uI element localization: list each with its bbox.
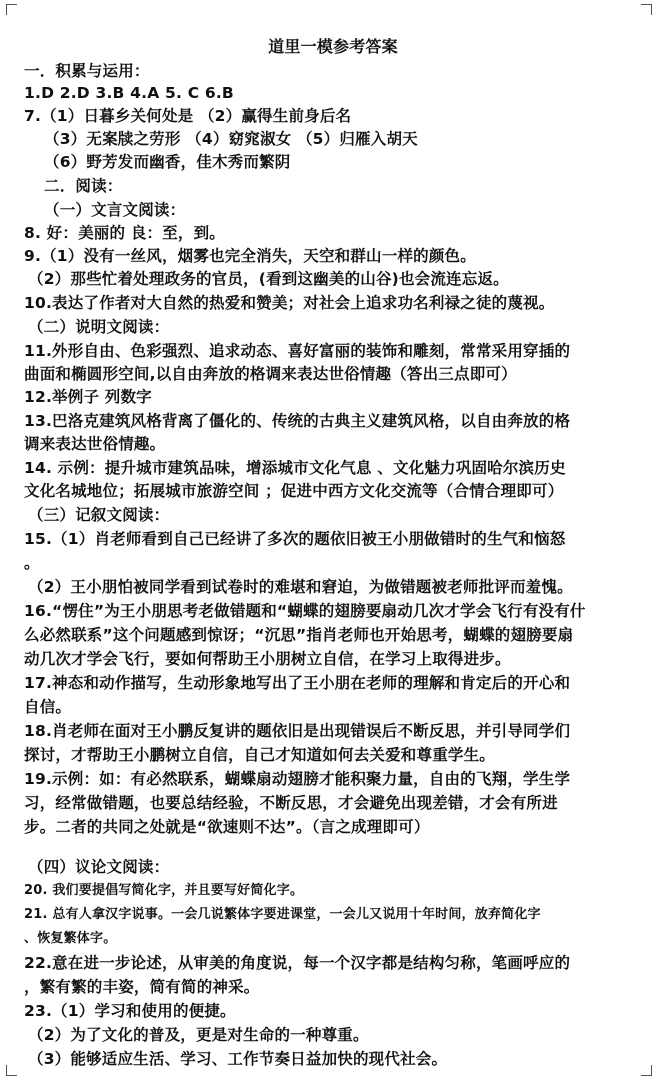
answer-line: 23.（1）学习和使用的便捷。 (24, 1002, 236, 1020)
crop-mark-top-left (6, 4, 17, 15)
answer-line: ，繁有繁的丰姿，简有简的神采。 (24, 978, 260, 996)
answer-line: 20. 我们要提倡写简化字，并且要写好简化字。 (24, 883, 304, 898)
answer-line: 。 (24, 554, 40, 572)
answer-line: 14. 示例：提升城市建筑品味，增添城市文化气息 、文化魅力巩固哈尔滨历史 (24, 459, 566, 477)
answer-line: （一）文言文阅读： (44, 201, 186, 219)
crop-mark-bottom-left (6, 1065, 17, 1076)
answer-line: （3）能够适应生活、学习、工作节奏日益加快的现代社会。 (28, 1050, 448, 1068)
answer-line: 曲面和椭圆形空间,以自由奔放的格调来表达世俗情趣（答出三点即可） (24, 365, 517, 383)
answer-line: （2）那些忙着处理政务的官员，(看到这幽美的山谷)也会流连忘返。 (28, 270, 509, 288)
answer-line: 21. 总有人拿汉字说事。一会几说繁体字要进课堂，一会儿又说用十年时间，放弃简化字 (24, 907, 541, 922)
answer-line: 习，经常做错题，也要总结经验，不断反思，才会避免出现差错，才会有所进 (24, 794, 558, 812)
answer-line: 9.（1）没有一丝风，烟雾也完全消失，天空和群山一样的颜色。 (24, 247, 476, 265)
answer-line: 步。二者的共同之处就是“欲速则不达”。（言之成理即可） (24, 818, 430, 836)
answer-line: 8. 好：美丽的 良：至，到。 (24, 224, 225, 242)
answer-line: 11.外形自由、色彩强烈、追求动态、喜好富丽的装饰和雕刻，常常采用穿插的 (24, 342, 571, 360)
answer-line: 7.（1）日暮乡关何处是 （2）赢得生前身后名 (24, 107, 352, 125)
crop-mark-bottom-right (641, 1065, 652, 1076)
answer-line: （6）野芳发而幽香，佳木秀而繁阴 (44, 153, 291, 171)
answer-line: 探讨，才帮助王小鹏树立自信，自己才知道如何去关爱和尊重学生。 (24, 746, 496, 764)
answer-line: 19.示例：如：有必然联系，蝴蝶扇动翅膀才能积聚力量，自由的飞翔，学生学 (24, 770, 571, 788)
answer-line: 调来表达世俗情趣。 (24, 435, 166, 453)
answer-line: 18.肖老师在面对王小鹏反复讲的题依旧是出现错误后不断反思，并引导同学们 (24, 722, 571, 740)
answer-line: 16.“愣住”为王小朋思考老做错题和“蝴蝶的翅膀要扇动几次才学会飞行有没有什 (24, 602, 586, 620)
answer-line: 一．积累与运用： (24, 62, 150, 80)
answer-line: 么必然联系”这个问题感到惊讶；“沉思”指肖老师也开始思考，蝴蝶的翅膀要扇 (24, 626, 574, 644)
answer-line: （四）议论文阅读： (28, 858, 170, 876)
answer-line: 文化名城地位；拓展城市旅游空间 ；促进中西方文化交流等（合情合理即可） (24, 482, 564, 500)
answer-line: 10.表达了作者对大自然的热爱和赞美；对社会上追求功名利禄之徒的蔑视。 (24, 294, 555, 312)
answer-line: 自信。 (24, 698, 72, 716)
answer-line: （3）无案牍之劳形 （4）窈窕淑女 （5）归雁入胡天 (44, 130, 418, 148)
answer-line: 1.D 2.D 3.B 4.A 5. C 6.B (24, 84, 234, 102)
page-title: 道里一模参考答案 (268, 37, 398, 56)
answer-line: 17.神态和动作描写，生动形象地写出了王小朋在老师的理解和肯定后的开心和 (24, 674, 571, 692)
answer-line: （2）为了文化的普及，更是对生命的一种尊重。 (28, 1026, 369, 1044)
answer-line: 、恢复繁体字。 (24, 931, 117, 946)
answer-line: 动几次才学会飞行，要如何帮助王小朋树立自信，在学习上取得进步。 (24, 650, 511, 668)
answer-line: （二）说明文阅读： (28, 318, 170, 336)
crop-mark-top-right (641, 4, 652, 15)
answer-line: 12.举例子 列数字 (24, 388, 152, 406)
answer-line: 15.（1）肖老师看到自己已经讲了多次的题依旧被王小朋做错时的生气和恼怒 (24, 530, 566, 548)
answer-line: 22.意在进一步论述，从审美的角度说，每一个汉字都是结构匀称，笔画呼应的 (24, 954, 571, 972)
answer-line: 13.巴洛克建筑风格背离了僵化的、传统的古典主义建筑风格，以自由奔放的格 (24, 412, 571, 430)
answer-line: （三）记叙文阅读： (28, 506, 170, 524)
answer-line: （2）王小朋怕被同学看到试卷时的难堪和窘迫，为做错题被老师批评而羞愧。 (28, 578, 573, 596)
answer-line: 二．阅读： (44, 177, 123, 195)
